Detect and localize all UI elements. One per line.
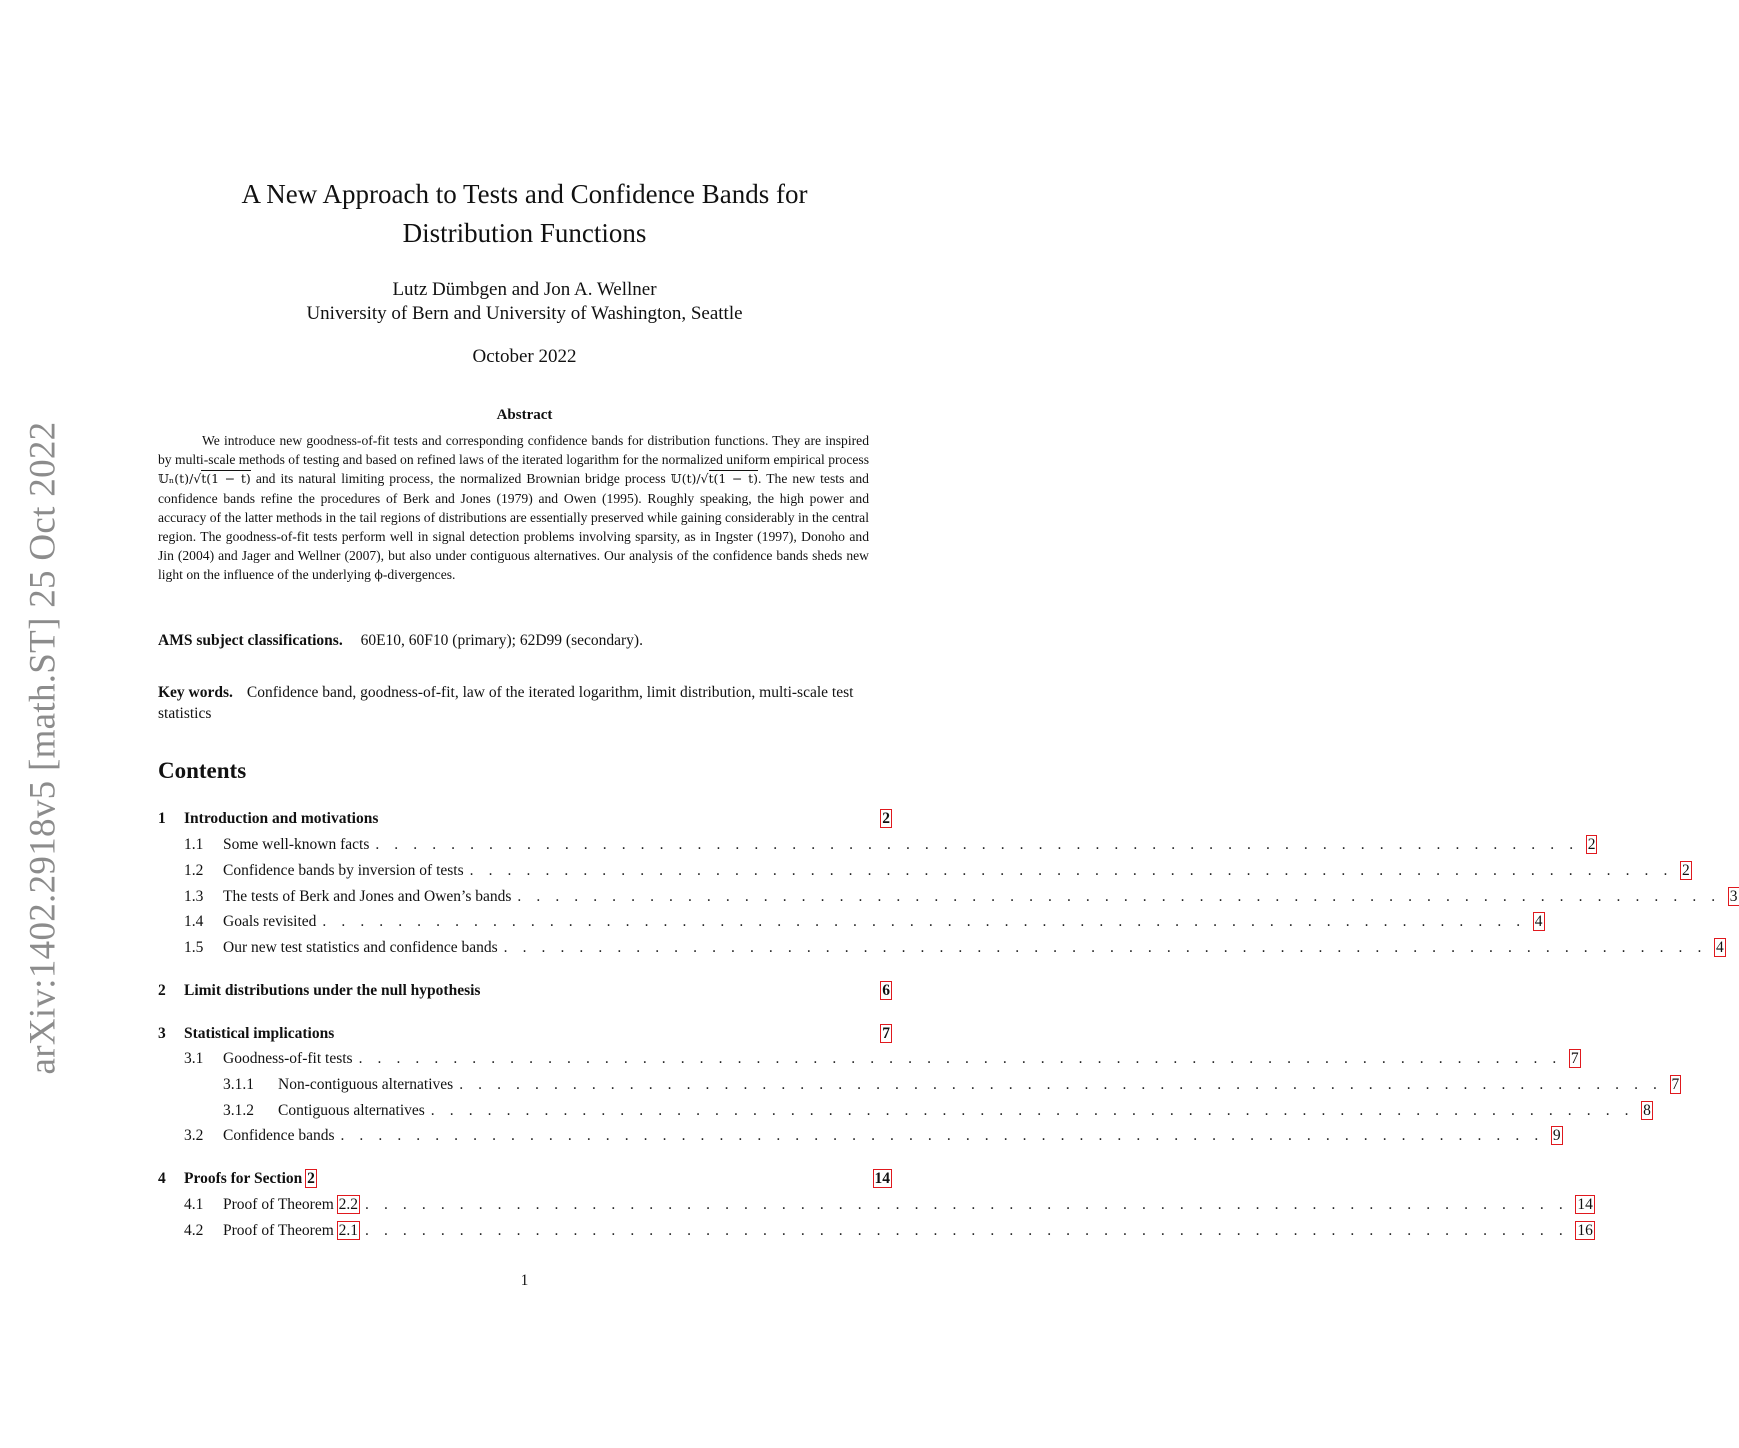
toc-leader: . . . . . . . . . . . . . . . . . . . . . . . . . . . . . . . . . . . . . . . . . . . . . . . . . . . . . . . . . . . . . . . . — [430, 1102, 1635, 1119]
toc-title: Goals revisited — [223, 913, 317, 930]
toc-row[interactable] — [158, 1194, 1593, 1216]
toc-page-link[interactable]: 2 — [882, 810, 890, 827]
toc-number: 3.1.1 — [223, 1076, 254, 1093]
toc-title: Introduction and motivations — [184, 810, 379, 827]
ams-text: 60E10, 60F10 (primary); 62D99 (secondary). — [360, 632, 643, 649]
toc-title: The tests of Berk and Jones and Owen’s bands — [223, 888, 512, 905]
toc-leader: . . . . . . . . . . . . . . . . . . . . . . . . . . . . . . . . . . . . . . . . . . . . . . . . . . . . . . . . . . . . . . . . — [469, 862, 1673, 879]
toc-number: 1.5 — [184, 939, 204, 956]
toc-number: 1.3 — [184, 888, 204, 905]
toc-row[interactable] — [158, 834, 1596, 856]
toc-page-link[interactable]: 8 — [1643, 1102, 1651, 1119]
toc-row[interactable] — [158, 1168, 891, 1190]
toc-page-link[interactable]: 4 — [1534, 913, 1543, 930]
keywords-label: Key words. — [158, 684, 233, 701]
abstract-text-4: -divergences. — [382, 567, 456, 583]
toc-title: Proofs for Section — [184, 1170, 307, 1187]
toc-page-link[interactable]: 9 — [1552, 1127, 1561, 1144]
abstract-text-1: We introduce new goodness-of-fit tests and corresponding confidence bands for distribution functions. They are inspired by multi-scale methods of testing and based on refined laws of the iterated logarithm for the normalized uniform empirical process — [158, 433, 869, 468]
toc-title: Proof of Theorem — [223, 1196, 338, 1213]
abstract-text-3: . The new tests and confidence bands refine the procedures of Berk and Jones (1979) and Owen (1995). Roughly speaking, the high power and accuracy of the latter methods in the tail regions of distributions are essentially preserved while gaining considerably in the central region. The goodness-of-fit tests perform well in signal detection problems involving sparsity, as in Ingster (1997), Donoho and Jin (2004) and Jager and Wellner (2007), but also under contiguous alternatives. Our analysis of the confidence bands sheds new light on the influence of the underlying — [158, 471, 869, 583]
keywords-text: Confidence band, goodness-of-fit, law of the iterated logarithm, limit distribution, multi-scale test statistics — [158, 684, 854, 722]
toc-title: Some well-known facts — [223, 836, 370, 853]
title-line-1: A New Approach to Tests and Confidence Bands for — [241, 179, 808, 209]
date: October 2022 — [472, 346, 577, 367]
toc-leader: . . . . . . . . . . . . . . . . . . . . . . . . . . . . . . . . . . . . . . . . . . . . . . . . . . . . . . . . . . . . . . . . — [375, 836, 1579, 853]
toc-row[interactable] — [158, 1100, 1651, 1122]
toc-page-link[interactable]: 3 — [1729, 888, 1738, 905]
toc-leader: . . . . . . . . . . . . . . . . . . . . . . . . . . . . . . . . . . . . . . . . . . . . . . . . . . . . . . . . . . . . . . . . — [365, 1222, 1569, 1239]
toc-title: Contiguous alternatives — [278, 1102, 425, 1119]
toc-leader: . . . . . . . . . . . . . . . . . . . . . . . . . . . . . . . . . . . . . . . . . . . . . . . . . . . . . . . . . . . . . . . . — [365, 1196, 1569, 1213]
toc-ref-link[interactable]: 2 — [307, 1170, 315, 1187]
toc-leader: . . . . . . . . . . . . . . . . . . . . . . . . . . . . . . . . . . . . . . . . . . . . . . . . . . . . . . . . . . . . . . . . — [322, 913, 1526, 930]
toc-number: 1.1 — [184, 836, 204, 853]
toc-title: Limit distributions under the null hypothesis — [184, 982, 481, 999]
toc-number: 3.2 — [184, 1127, 204, 1144]
math-u-radicand: t(1 − t) — [708, 471, 759, 487]
toc-leader: . . . . . . . . . . . . . . . . . . . . . . . . . . . . . . . . . . . . . . . . . . . . . . . . . . . . . . . . . . . . . . . . — [358, 1050, 1562, 1067]
math-phi: ϕ — [374, 567, 383, 583]
toc-page-link[interactable]: 16 — [1577, 1222, 1593, 1239]
ams-label: AMS subject classifications. — [158, 632, 343, 649]
toc-row[interactable] — [158, 980, 891, 1002]
math-un-radicand: t(1 − t) — [201, 471, 251, 487]
toc-page-link[interactable]: 14 — [874, 1170, 890, 1187]
toc-leader: . . . . . . . . . . . . . . . . . . . . . . . . . . . . . . . . . . . . . . . . . . . . . . . . . . . . . . . . . . . . . . . . — [503, 939, 1707, 956]
toc-title: Goodness-of-fit tests — [223, 1050, 353, 1067]
affiliation: University of Bern and University of Washington, Seattle — [306, 303, 743, 324]
title-line-2: Distribution Functions — [402, 218, 647, 248]
toc-row[interactable] — [158, 1125, 1561, 1147]
toc-page-link[interactable]: 7 — [882, 1025, 890, 1042]
toc-number: 3 — [158, 1025, 166, 1042]
toc-number: 4.1 — [184, 1196, 204, 1213]
toc-title: Statistical implications — [184, 1025, 335, 1042]
arxiv-stamp: arXiv:1402.2918v5 [math.ST] 25 Oct 2022 — [22, 421, 64, 1075]
toc-title: Confidence bands — [223, 1127, 335, 1144]
page-number: 1 — [520, 1272, 529, 1289]
toc-row[interactable] — [158, 911, 1543, 933]
toc-page-link[interactable]: 2 — [1587, 836, 1596, 853]
toc-page-link[interactable]: 4 — [1715, 939, 1724, 956]
toc-title: Confidence bands by inversion of tests — [223, 862, 464, 879]
authors: Lutz Dümbgen and Jon A. Wellner — [392, 279, 657, 300]
author-block — [158, 278, 891, 326]
toc-number: 1.4 — [184, 913, 204, 930]
toc-ref-link[interactable]: 2.1 — [338, 1222, 359, 1239]
toc-number: 1.2 — [184, 862, 204, 879]
toc-row[interactable] — [158, 1074, 1680, 1096]
math-u: 𝕌(t)/√ — [670, 471, 709, 487]
toc-row[interactable] — [158, 860, 1690, 882]
keywords — [158, 682, 891, 724]
toc-leader: . . . . . . . . . . . . . . . . . . . . . . . . . . . . . . . . . . . . . . . . . . . . . . . . . . . . . . . . . . . . . . . . — [517, 888, 1721, 905]
paper-title — [158, 175, 891, 253]
toc-page-link[interactable]: 7 — [1570, 1050, 1579, 1067]
toc-number: 2 — [158, 982, 166, 999]
abstract — [158, 431, 869, 585]
math-un: 𝕌ₙ(t)/√ — [158, 471, 202, 487]
toc-number: 3.1.2 — [223, 1102, 254, 1119]
toc-number: 1 — [158, 810, 166, 827]
toc-title: Our new test statistics and confidence bands — [223, 939, 498, 956]
toc-number: 3.1 — [184, 1050, 204, 1067]
toc-number: 4 — [158, 1170, 166, 1187]
contents-heading: Contents — [158, 758, 247, 783]
toc-page-link[interactable]: 7 — [1671, 1076, 1680, 1093]
toc-leader: . . . . . . . . . . . . . . . . . . . . . . . . . . . . . . . . . . . . . . . . . . . . . . . . . . . . . . . . . . . . . . . . — [459, 1076, 1663, 1093]
abstract-text-2: and its natural limiting process, the normalized Brownian bridge process — [250, 471, 671, 487]
toc-title: Non-contiguous alternatives — [278, 1076, 454, 1093]
toc-number: 4.2 — [184, 1222, 204, 1239]
toc-row[interactable] — [158, 1023, 891, 1045]
toc-leader: . . . . . . . . . . . . . . . . . . . . . . . . . . . . . . . . . . . . . . . . . . . . . . . . . . . . . . . . . . . . . . . . — [340, 1127, 1544, 1144]
toc-row[interactable] — [158, 1220, 1593, 1242]
toc-row[interactable] — [158, 937, 1724, 959]
toc-title: Proof of Theorem — [223, 1222, 338, 1239]
toc-page-link[interactable]: 14 — [1577, 1196, 1593, 1213]
toc-page-link[interactable]: 2 — [1681, 862, 1690, 879]
abstract-heading: Abstract — [496, 407, 553, 423]
toc-ref-link[interactable]: 2.2 — [338, 1196, 359, 1213]
toc-page-link[interactable]: 6 — [882, 982, 890, 999]
toc-row[interactable] — [158, 886, 1738, 908]
ams-classification — [158, 632, 891, 650]
toc-row[interactable] — [158, 1048, 1579, 1070]
toc-row[interactable] — [158, 808, 891, 830]
